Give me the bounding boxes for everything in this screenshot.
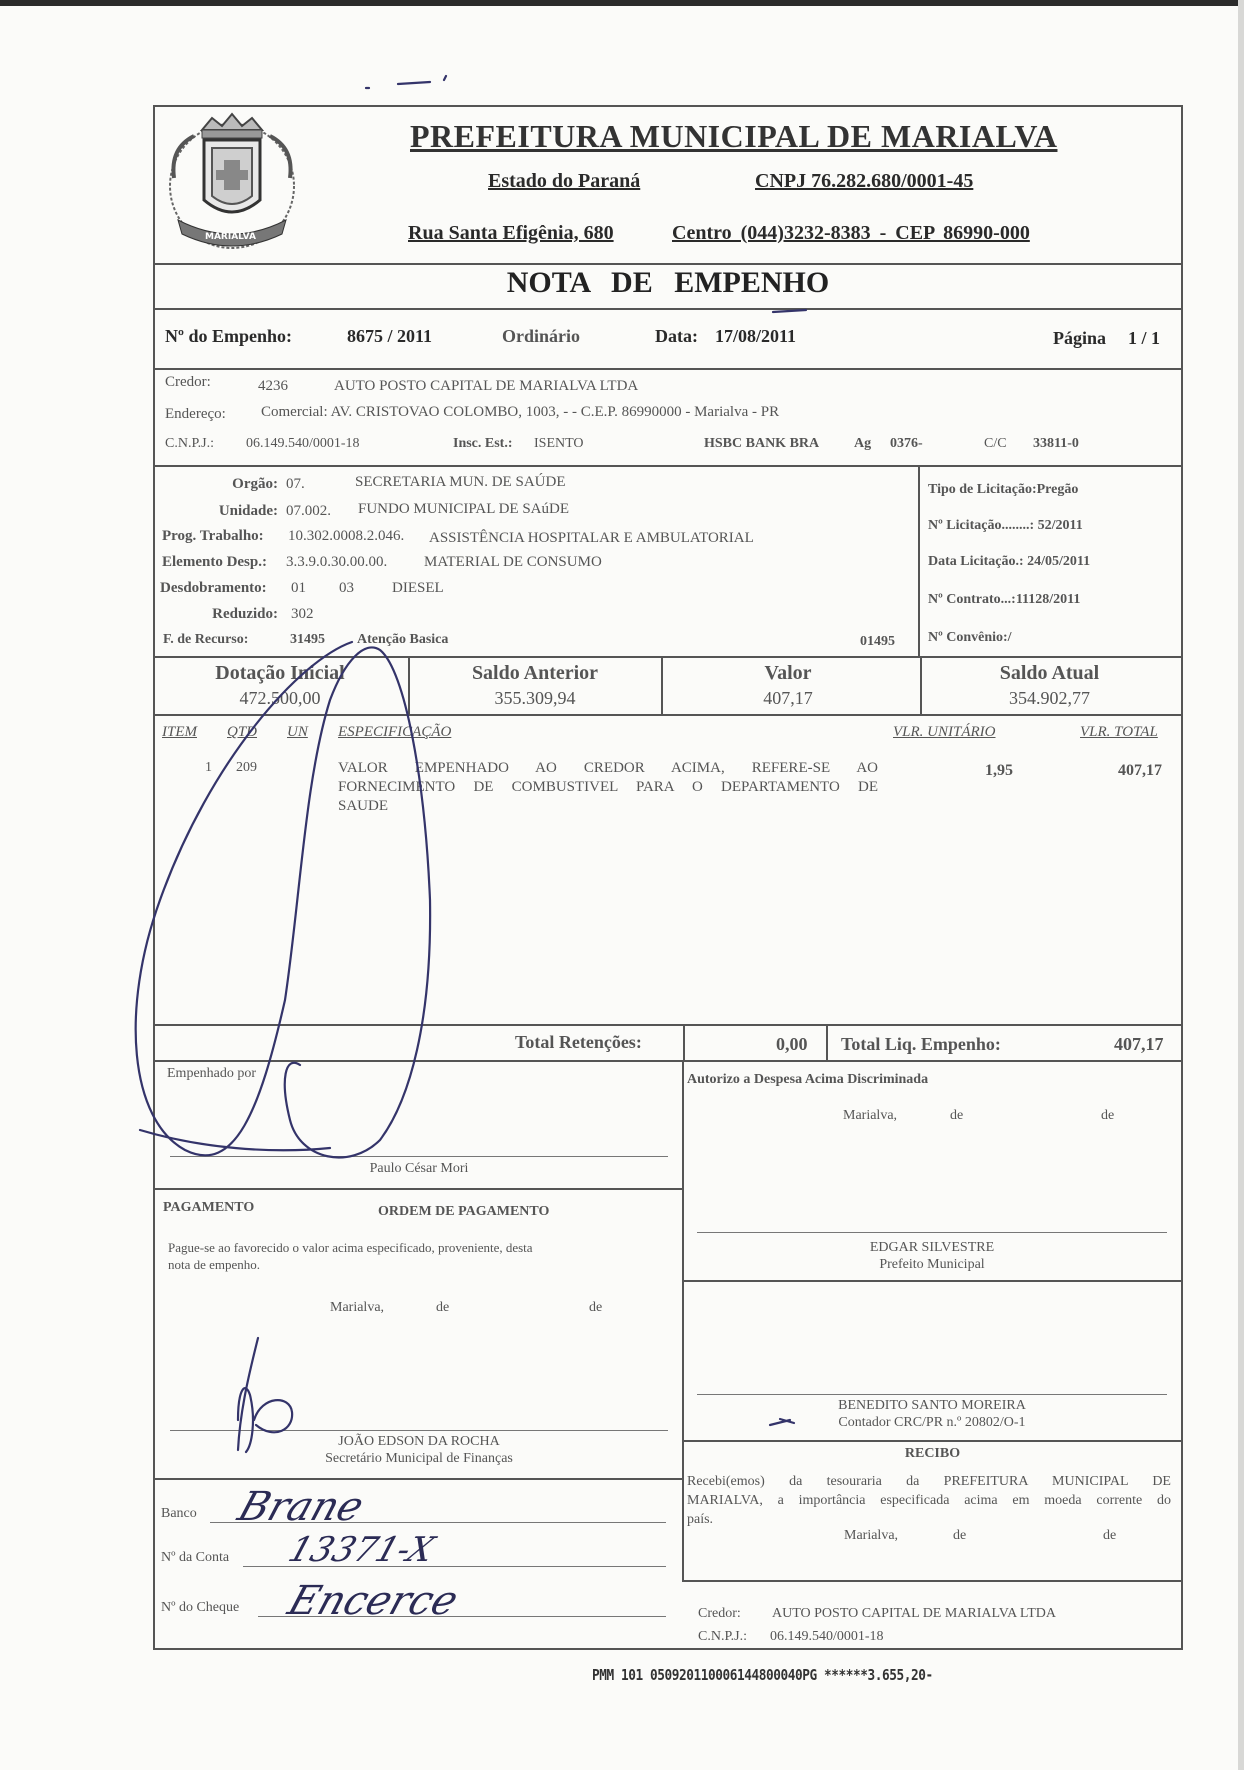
- contador-title: Contador CRC/PR n.º 20802/O-1: [838, 1415, 1026, 1430]
- empenho-number: 8675 / 2011: [347, 326, 433, 346]
- autorizo-de-2: de: [1101, 1108, 1115, 1123]
- empenho-date-label: Data:: [655, 326, 698, 346]
- total-liq-label: Total Liq. Empenho:: [841, 1034, 1001, 1054]
- col-unit-header: VLR. UNITÁRIO: [893, 724, 996, 740]
- header-district-phone: Centro (044)3232-8383 - CEP 86990-000: [672, 222, 1030, 244]
- row-item: 1: [205, 760, 212, 775]
- reduzido-value: 302: [291, 606, 314, 622]
- header-cnpj: CNPJ 76.282.680/0001-45: [755, 170, 974, 192]
- dotacao-inicial-value: 472.500,00: [239, 688, 321, 708]
- licitacao-convenio: Nº Convênio:/: [928, 630, 1012, 645]
- recibo-credor-label: Credor:: [698, 1606, 741, 1621]
- recibo-de-1: de: [953, 1528, 967, 1543]
- autorizo-de-1: de: [950, 1108, 964, 1123]
- cheque-label: Nº do Cheque: [161, 1600, 240, 1615]
- recibo-text-1: Recebi(emos) da tesouraria da PREFEITURA MUNICIPAL DE: [687, 1474, 1171, 1489]
- credor-ag: 0376-: [890, 436, 923, 451]
- elemento-code: 3.3.9.0.30.00.00.: [286, 554, 388, 570]
- total-retencoes-label: Total Retenções:: [515, 1032, 642, 1052]
- doc-title: NOTA DE EMPENHO: [506, 266, 830, 299]
- empenhado-por-name: Paulo César Mori: [369, 1161, 469, 1176]
- recibo-de-2: de: [1103, 1528, 1117, 1543]
- col-item-header: ITEM: [162, 724, 197, 740]
- recurso-code: 31495: [290, 632, 325, 647]
- credor-ie-label: Insc. Est.:: [453, 436, 513, 451]
- credor-cnpj-label: C.N.P.J.:: [165, 436, 215, 451]
- handwritten-cheque: Encerce: [282, 1578, 464, 1624]
- saldo-atual-value: 354.902,77: [1009, 688, 1090, 708]
- dotacao-inicial-label: Dotação Inicial: [215, 662, 345, 684]
- row-spec-line2: FORNECIMENTO DE COMBUSTIVEL PARA O DEPARTAMENTO DE: [338, 779, 878, 795]
- pague-text-2: nota de empenho.: [168, 1257, 261, 1272]
- empenho-number-label: Nº do Empenho:: [165, 326, 292, 346]
- col-un-header: UN: [287, 724, 308, 740]
- valor-label: Valor: [764, 662, 812, 684]
- reduzido-label: Reduzido:: [212, 606, 278, 622]
- col-total-header: VLR. TOTAL: [1080, 724, 1158, 740]
- credor-address-label: Endereço:: [165, 406, 226, 422]
- elemento-label: Elemento Desp.:: [162, 554, 267, 570]
- unidade-code: 07.002.: [286, 503, 331, 519]
- prog-code: 10.302.0008.2.046.: [288, 528, 405, 544]
- row-unit-value: 1,95: [985, 762, 1013, 779]
- valor-value: 407,17: [763, 688, 813, 708]
- elemento-name: MATERIAL DE CONSUMO: [424, 554, 602, 570]
- total-retencoes-value: 0,00: [776, 1034, 808, 1054]
- pagamento-label: PAGAMENTO: [163, 1200, 255, 1215]
- contador-name: BENEDITO SANTO MOREIRA: [838, 1398, 1026, 1413]
- header-title: PREFEITURA MUNICIPAL DE MARIALVA: [410, 118, 1058, 154]
- seal-ribbon-text: MARIALVA: [205, 232, 256, 242]
- pague-text-1: Pague-se ao favorecido o valor acima especificado, proveniente, desta: [168, 1240, 533, 1255]
- page-number: 1 / 1: [1128, 328, 1161, 348]
- saldo-anterior-label: Saldo Anterior: [471, 662, 599, 684]
- credor-ie: ISENTO: [534, 436, 584, 451]
- credor-code: 4236: [258, 378, 288, 394]
- empenho-date: 17/08/2011: [715, 326, 797, 346]
- licitacao-tipo: Tipo de Licitação:Pregão: [928, 482, 1079, 497]
- banco-label: Banco: [161, 1506, 197, 1521]
- prefeito-title: Prefeito Municipal: [879, 1257, 985, 1272]
- desdobramento-name: DIESEL: [392, 580, 444, 596]
- credor-name: AUTO POSTO CAPITAL DE MARIALVA LTDA: [334, 378, 639, 394]
- pagamento-de-1: de: [436, 1300, 450, 1315]
- handwritten-banco: Brane: [232, 1484, 370, 1530]
- credor-ag-label: Ag: [854, 436, 872, 451]
- credor-label: Credor:: [165, 374, 211, 390]
- recurso-name: Atenção Basica: [357, 632, 449, 647]
- empenho-type: Ordinário: [502, 326, 581, 346]
- credor-cc-label: C/C: [984, 436, 1007, 451]
- saldo-atual-label: Saldo Atual: [999, 662, 1100, 684]
- licitacao-data: Data Licitação.: 24/05/2011: [928, 554, 1091, 569]
- recibo-credor-cnpj: 06.149.540/0001-18: [770, 1629, 884, 1644]
- prefeito-name: EDGAR SILVESTRE: [869, 1240, 995, 1255]
- credor-cnpj: 06.149.540/0001-18: [246, 436, 360, 451]
- recibo-text-2: MARIALVA, a importância especificada acima em moeda corrente do: [687, 1493, 1171, 1508]
- licitacao-num: Nº Licitação........: 52/2011: [928, 518, 1083, 533]
- orgao-code: 07.: [286, 476, 305, 492]
- empenhado-por-label: Empenhado por: [167, 1066, 257, 1081]
- prog-label: Prog. Trabalho:: [162, 528, 264, 544]
- orgao-name: SECRETARIA MUN. DE SAÚDE: [355, 474, 566, 490]
- autorizo-despesa-label: Autorizo a Despesa Acima Discriminada: [687, 1072, 929, 1087]
- saldo-anterior-value: 355.309,94: [494, 688, 576, 708]
- row-qtd: 209: [236, 760, 257, 775]
- desdobramento-b: 03: [339, 580, 354, 596]
- recibo-credor-name: AUTO POSTO CAPITAL DE MARIALVA LTDA: [772, 1606, 1056, 1621]
- row-spec-line1: VALOR EMPENHADO AO CREDOR ACIMA, REFERE-SE AO: [338, 760, 878, 776]
- credor-cc: 33811-0: [1033, 436, 1079, 451]
- footer-code: PMM 101 050920110006144800040PG ******3.655,20-: [592, 1666, 933, 1684]
- secretario-title: Secretário Municipal de Finanças: [325, 1451, 513, 1466]
- unidade-label: Unidade:: [218, 503, 278, 519]
- row-total-value: 407,17: [1118, 762, 1162, 779]
- pagamento-marialva: Marialva,: [330, 1300, 385, 1315]
- total-liq-value: 407,17: [1114, 1034, 1164, 1054]
- credor-address: Comercial: AV. CRISTOVAO COLOMBO, 1003, - - C.E.P. 86990000 - Marialva - PR: [261, 404, 780, 420]
- row-spec-line3: SAUDE: [338, 798, 389, 814]
- prog-name: ASSISTÊNCIA HOSPITALAR E AMBULATORIAL: [429, 530, 754, 546]
- handwritten-conta: 13371-X: [283, 1530, 440, 1570]
- autorizo-marialva: Marialva,: [843, 1108, 898, 1123]
- header-state: Estado do Paraná: [488, 170, 641, 192]
- orgao-label: Orgão:: [232, 476, 278, 492]
- recurso-label: F. de Recurso:: [163, 632, 249, 647]
- col-qtd-header: QTD: [227, 724, 258, 740]
- desdobramento-a: 01: [291, 580, 306, 596]
- pagamento-de-2: de: [589, 1300, 603, 1315]
- licitacao-contrato: Nº Contrato...:11128/2011: [928, 592, 1081, 607]
- recurso-right: 01495: [860, 634, 895, 649]
- recibo-text-3: país.: [687, 1512, 714, 1527]
- page-label: Página: [1053, 328, 1107, 348]
- secretario-name: JOÃO EDSON DA ROCHA: [338, 1434, 500, 1449]
- recibo-credor-cnpj-label: C.N.P.J.:: [698, 1629, 748, 1644]
- unidade-name: FUNDO MUNICIPAL DE SAúDE: [358, 501, 569, 517]
- col-spec-header: ESPECIFICAÇÃO: [338, 724, 452, 740]
- recibo-label: RECIBO: [904, 1446, 961, 1461]
- header-address: Rua Santa Efigênia, 680: [408, 222, 614, 244]
- recibo-marialva: Marialva,: [844, 1528, 899, 1543]
- desdobramento-label: Desdobramento:: [160, 580, 267, 596]
- ordem-pagamento-label: ORDEM DE PAGAMENTO: [378, 1204, 550, 1219]
- conta-label: Nº da Conta: [161, 1550, 230, 1565]
- credor-bank: HSBC BANK BRA: [704, 436, 820, 451]
